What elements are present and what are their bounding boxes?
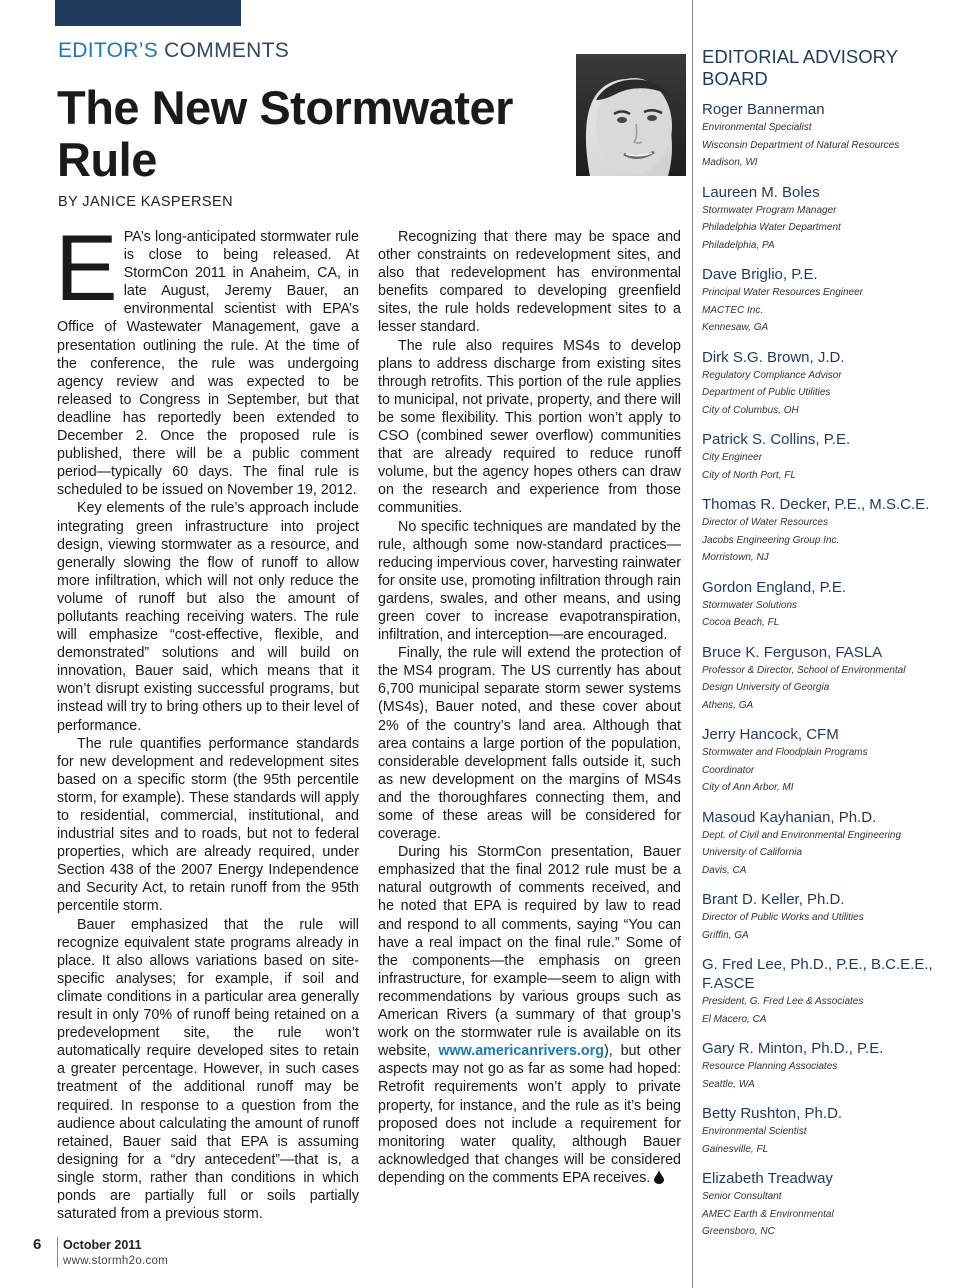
board-member-name: Dave Briglio, P.E.	[702, 266, 818, 283]
section-label-part2: COMMENTS	[164, 39, 290, 62]
board-member-detail: Resource Planning Associates	[702, 1061, 838, 1072]
paragraph-text: During his StormCon presentation, Bauer emphasized that the final 2012 rule must be a natural outgrowth of comments received, and he noted that EPA is required by law to read and respond to all comments, saying “You can have a real impact on the final rule.” Some of the components—the emphasis on green infrastructure, for example—seem to align with recommendations by various groups such as American Rivers (a summary of that group’s work on the stormwater rule is available on its website,	[378, 844, 681, 1060]
board-member-detail: Philadelphia, PA	[702, 239, 775, 251]
board-member-detail: City Engineer	[702, 452, 763, 463]
board-member	[702, 495, 947, 567]
board-member-detail: President, G. Fred Lee & Associates	[702, 996, 864, 1007]
board-member-detail: Professor & Director, School of Environmental	[702, 664, 906, 676]
board-member-detail: Stormwater Solutions	[702, 599, 798, 611]
board-member-detail: Stormwater Program Manager	[702, 204, 837, 216]
board-member-detail: Coordinator	[702, 764, 755, 776]
board-member-detail: El Macero, CA	[702, 1013, 767, 1025]
board-member-detail: Department of Public Utilities	[702, 387, 831, 398]
paragraph-text: PA’s long-anticipated stormwater rule is close to being released. At StormCon 2011 in Anaheim, CA, in late August, Jeremy Bauer, an environmental scientist with EPA’s Office of Wastewater Management, gave a presentation outlining the rule. At the time of the conference, the rule was undergoing agency review and was expected to be released to Congress in September, but that deadline has reportedly been extended to December 2. Once the proposed rule is published, there will be a public comment period—typically 60 days. The final rule is scheduled to be issued on November 19, 2012.	[57, 229, 359, 499]
board-member-name: Thomas R. Decker, P.E., M.S.C.E.	[702, 496, 930, 513]
article-column-1	[55, 215, 359, 1223]
header-color-bar	[55, 0, 241, 26]
board-member-detail: Athens, GA	[702, 699, 754, 711]
paragraph	[55, 215, 359, 499]
board-member-detail: AMEC Earth & Environmental	[702, 1208, 834, 1220]
board-member	[702, 725, 947, 797]
website-url[interactable]: www.stormh2o.com	[63, 1255, 169, 1267]
paragraph: The rule also requires MS4s to develop plans to address discharge from existing sites through retrofits. This portion of the rule applies to municipal, not private, property, and there will be some flexibility. This portion won’t apply to CSO (combined sewer overflow) communities that are already required to reduce runoff volume, but the agency hopes others can draw on the research and experience from those communities.	[378, 337, 681, 517]
board-member-name: Laureen M. Boles	[702, 183, 820, 201]
editorial-advisory-board	[702, 46, 947, 1252]
water-drop-icon	[654, 1170, 664, 1184]
board-member-detail: Stormwater and Floodplain Programs	[702, 747, 868, 758]
board-member-detail: Director of Public Works and Utilities	[702, 912, 864, 923]
footer-divider	[57, 1237, 58, 1267]
paragraph: Finally, the rule will extend the protection of the MS4 program. The US currently has about 6,700 municipal separate storm sewer systems (MS4s), Bauer noted, and these cover about 2% of the country’s land area. Although that area contains a large portion of the population, considerable development falls outside it, such as new development on the margins of MS4s and the thoroughfares connecting them, and some of these areas will be considered for coverage.	[378, 645, 681, 843]
american-rivers-link[interactable]: www.americanrivers.org	[438, 1043, 604, 1060]
board-member	[702, 1104, 947, 1158]
column-divider	[692, 0, 693, 1288]
board-member-name: Gary R. Minton, Ph.D., P.E.	[702, 1040, 884, 1057]
board-member-detail: City of North Port, FL	[702, 469, 796, 481]
board-member	[702, 183, 947, 255]
board-member-detail: Director of Water Resources	[702, 517, 828, 528]
board-member-detail: Philadelphia Water Department	[702, 222, 841, 233]
board-member-detail: Senior Consultant	[702, 1191, 782, 1202]
board-member-name: Patrick S. Collins, P.E.	[702, 431, 851, 448]
board-member-detail: Kennesaw, GA	[702, 322, 769, 333]
board-member-detail: Morristown, NJ	[702, 552, 769, 563]
board-member-detail: Environmental Scientist	[702, 1126, 807, 1137]
board-member-detail: Madison, WI	[702, 157, 758, 168]
board-member-name: Gordon England, P.E.	[702, 578, 846, 596]
board-member-detail: Jacobs Engineering Group Inc.	[702, 534, 840, 546]
paragraph: Recognizing that there may be space and other constraints on redevelopment sites, and also that redevelopment has environmental benefits compared to developing greenfield sites, the rule holds redevelopment sites to a lesser standard.	[378, 229, 681, 336]
paragraph: No specific techniques are mandated by the rule, although some now-standard practices—reducing impervious cover, harvesting rainwater for onsite use, promoting infiltration through rain gardens, swales, and other means, and using green cover to increase evapotranspiration, infiltration, and interception—are encouraged.	[378, 518, 681, 644]
board-member-name: Bruce K. Ferguson, FASLA	[702, 643, 883, 661]
board-member-name: Masoud Kayhanian, Ph.D.	[702, 808, 877, 826]
board-member-detail: Griffin, GA	[702, 929, 749, 941]
board-member	[702, 1169, 947, 1241]
board-member	[702, 100, 947, 172]
board-member-detail: Regulatory Compliance Advisor	[702, 369, 842, 381]
paragraph: Key elements of the rule’s approach include integrating green infrastructure into project design, viewing stormwater as a resource, and generally slowing the flow of runoff to allow more infiltration, which will not only reduce the volume of runoff but also the amount of pollutants reaching receiving waters. The rule will emphasize “cost-effective, flexible, and demonstrated” solutions and will build on innovation, Bauer said, which means that it won’t disrupt existing successful programs, but instead will try to bring others up to their level of performance.	[57, 500, 359, 734]
board-member	[702, 430, 947, 484]
board-member	[702, 955, 947, 1028]
board-member-detail: Dept. of Civil and Environmental Engineering	[702, 829, 901, 841]
board-member-detail: Gainesville, FL	[702, 1143, 769, 1155]
board-member-detail: City of Ann Arbor, MI	[702, 782, 794, 793]
board-member-detail: Greensboro, NC	[702, 1226, 775, 1237]
issue-date: October 2011	[63, 1238, 142, 1252]
board-member-detail: Environmental Specialist	[702, 122, 812, 133]
board-member-detail: Cocoa Beach, FL	[702, 617, 780, 628]
paragraph: The rule quantifies performance standards for new development and redevelopment sites based on a specific storm (the 95th percentile storm, for example). These standards will apply to residential, commercial, institutional, and industrial sites and to roads, but not to federal properties, which are already required, under Section 438 of the 2007 Energy Independence and Security Act, to retain runoff from the 95th percentile storm.	[57, 735, 359, 915]
board-member-name: Elizabeth Treadway	[702, 1170, 833, 1187]
board-member	[702, 1039, 947, 1093]
paragraph	[378, 843, 681, 1187]
section-label-part1: EDITOR’S	[58, 39, 159, 62]
board-member-name: Roger Bannerman	[702, 101, 825, 118]
board-member-detail: Principal Water Resources Engineer	[702, 287, 864, 298]
board-member-detail: City of Columbus, OH	[702, 404, 799, 416]
board-member	[702, 643, 947, 715]
article-column-2	[378, 228, 681, 1187]
board-member-name: Jerry Hancock, CFM	[702, 726, 839, 743]
board-title: EDITORIAL ADVISORY BOARD	[702, 46, 898, 89]
board-member-name: G. Fred Lee, Ph.D., P.E., B.C.E.E., F.ASCE	[702, 956, 933, 992]
board-member-detail: University of California	[702, 847, 803, 858]
board-member	[702, 578, 947, 632]
paragraph: Bauer emphasized that the rule will recognize equivalent state programs already in place. It also allows variations based on site-specific analyses; for example, if soil and climate conditions in a particular area generally result in only 70% of runoff being retained on a predevelopment site, the rule won’t automatically require developed sites to retain a greater percentage. However, in such cases treatment of the additional runoff may be required. In response to a question from the audience about calculating the amount of runoff retained, Bauer said that EPA is assuming designing for a “dry antecedent”—that is, a single storm, rather than conditions in which ponds are partially full or soils partially saturated from a previous storm.	[57, 916, 359, 1223]
board-member	[702, 348, 947, 420]
section-label	[58, 39, 289, 63]
paragraph-text: ), but other aspects may not go as far as some had hoped: Retrofit requirements won’t apply to private property, for instance, and the rule as it’s being proposed does not include a requirement for monitoring water quality, although Bauer acknowledged that changes will be considered depending on the comments EPA receives.	[378, 1043, 682, 1186]
board-member-list	[702, 100, 947, 1241]
byline: BY JANICE KASPERSEN	[58, 194, 233, 210]
board-member-name: Dirk S.G. Brown, J.D.	[702, 348, 845, 366]
article-title: The New Stormwater Rule	[57, 81, 513, 186]
author-photo	[576, 54, 686, 176]
board-member	[702, 265, 947, 337]
board-member-detail: MACTEC Inc.	[702, 304, 764, 316]
board-member	[702, 808, 947, 880]
board-member-detail: Seattle, WA	[702, 1078, 755, 1090]
drop-cap: E	[55, 215, 118, 320]
board-member-detail: Design University of Georgia	[702, 682, 830, 693]
board-member-name: Betty Rushton, Ph.D.	[702, 1105, 843, 1122]
board-member-detail: Davis, CA	[702, 864, 747, 876]
board-member-name: Brant D. Keller, Ph.D.	[702, 891, 845, 908]
board-member-detail: Wisconsin Department of Natural Resources	[702, 139, 900, 151]
board-member	[702, 890, 947, 944]
page-number: 6	[33, 1236, 42, 1253]
